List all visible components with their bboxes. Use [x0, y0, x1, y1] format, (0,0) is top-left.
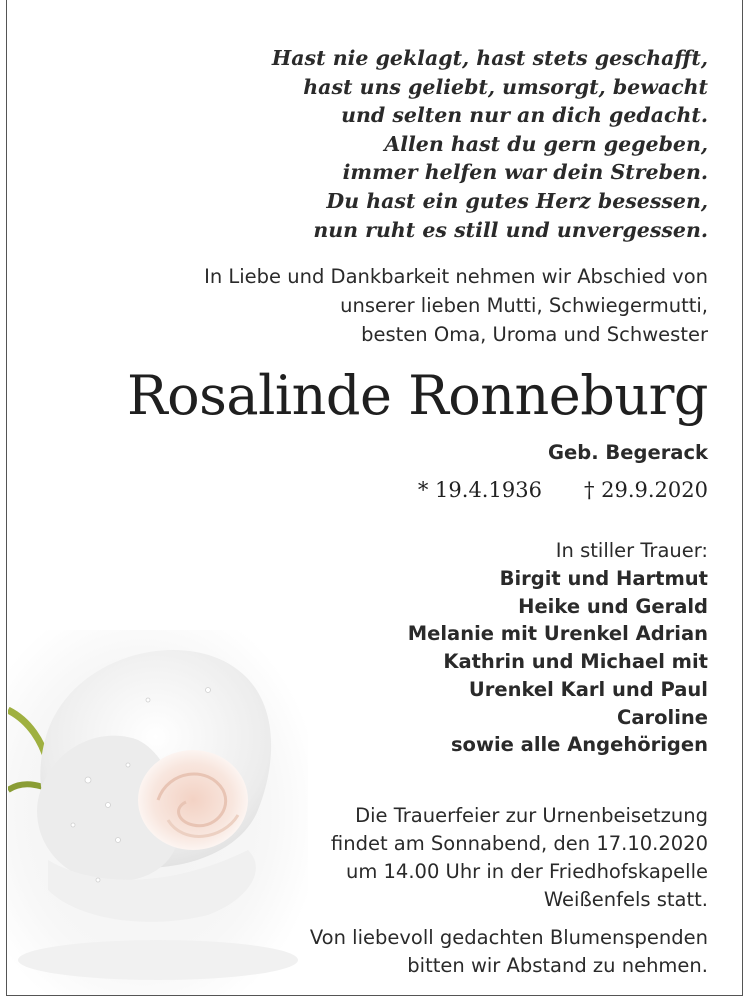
poem-line: immer helfen war dein Streben.: [342, 160, 708, 185]
mourner-entry: Birgit und Hartmut: [499, 567, 708, 590]
death-date: † 29.9.2020: [583, 478, 708, 502]
funeral-line: Die Trauerfeier zur Urnenbeisetzung: [355, 804, 708, 827]
funeral-line: findet am Sonnabend, den 17.10.2020: [330, 832, 708, 855]
flowers-notice: [310, 924, 708, 980]
poem-line: Du hast ein gutes Herz besessen,: [326, 188, 708, 213]
intro-line: unserer lieben Mutti, Schwiegermutti,: [340, 294, 708, 317]
mourner-entry: Heike und Gerald: [518, 594, 708, 618]
mourner-entry: Melanie mit Urenkel Adrian: [407, 622, 708, 646]
poem-line: Allen hast du gern gegeben,: [384, 131, 708, 156]
poem-line: nun ruht es still und unvergessen.: [313, 217, 708, 242]
mourner-entry: Kathrin und Michael mit: [443, 650, 708, 674]
flowers-line: Von liebevoll gedachten Blumenspenden: [309, 926, 708, 949]
birth-date: * 19.4.1936: [417, 478, 542, 502]
mourners-heading: In stiller Trauer:: [555, 539, 708, 562]
farewell-intro: [204, 262, 708, 349]
mourner-entry: Urenkel Karl und Paul: [468, 677, 708, 701]
funeral-line: um 14.00 Uhr in der Friedhofskapelle: [345, 860, 708, 883]
mourners-list: [408, 565, 708, 759]
deceased-name: Rosalinde Ronneburg: [127, 364, 708, 427]
maiden-name: Geb. Begerack: [548, 441, 708, 464]
funeral-notice: [331, 802, 708, 914]
flowers-line: bitten wir Abstand zu nehmen.: [407, 954, 708, 977]
white-rose-image: [8, 630, 308, 995]
mourner-entry: Caroline: [617, 705, 708, 729]
poem-line: hast uns geliebt, umsorgt, bewacht: [303, 74, 708, 99]
life-dates: [418, 475, 708, 505]
mourner-entry: sowie alle Angehörigen: [450, 733, 708, 757]
funeral-line: Weißenfels statt.: [543, 888, 708, 911]
memorial-poem: [272, 44, 708, 244]
intro-line: In Liebe und Dankbarkeit nehmen wir Abschied von: [204, 265, 708, 288]
poem-line: Hast nie geklagt, hast stets geschafft,: [271, 46, 708, 70]
poem-line: und selten nur an dich gedacht.: [341, 103, 708, 128]
intro-line: besten Oma, Uroma und Schwester: [361, 323, 708, 346]
